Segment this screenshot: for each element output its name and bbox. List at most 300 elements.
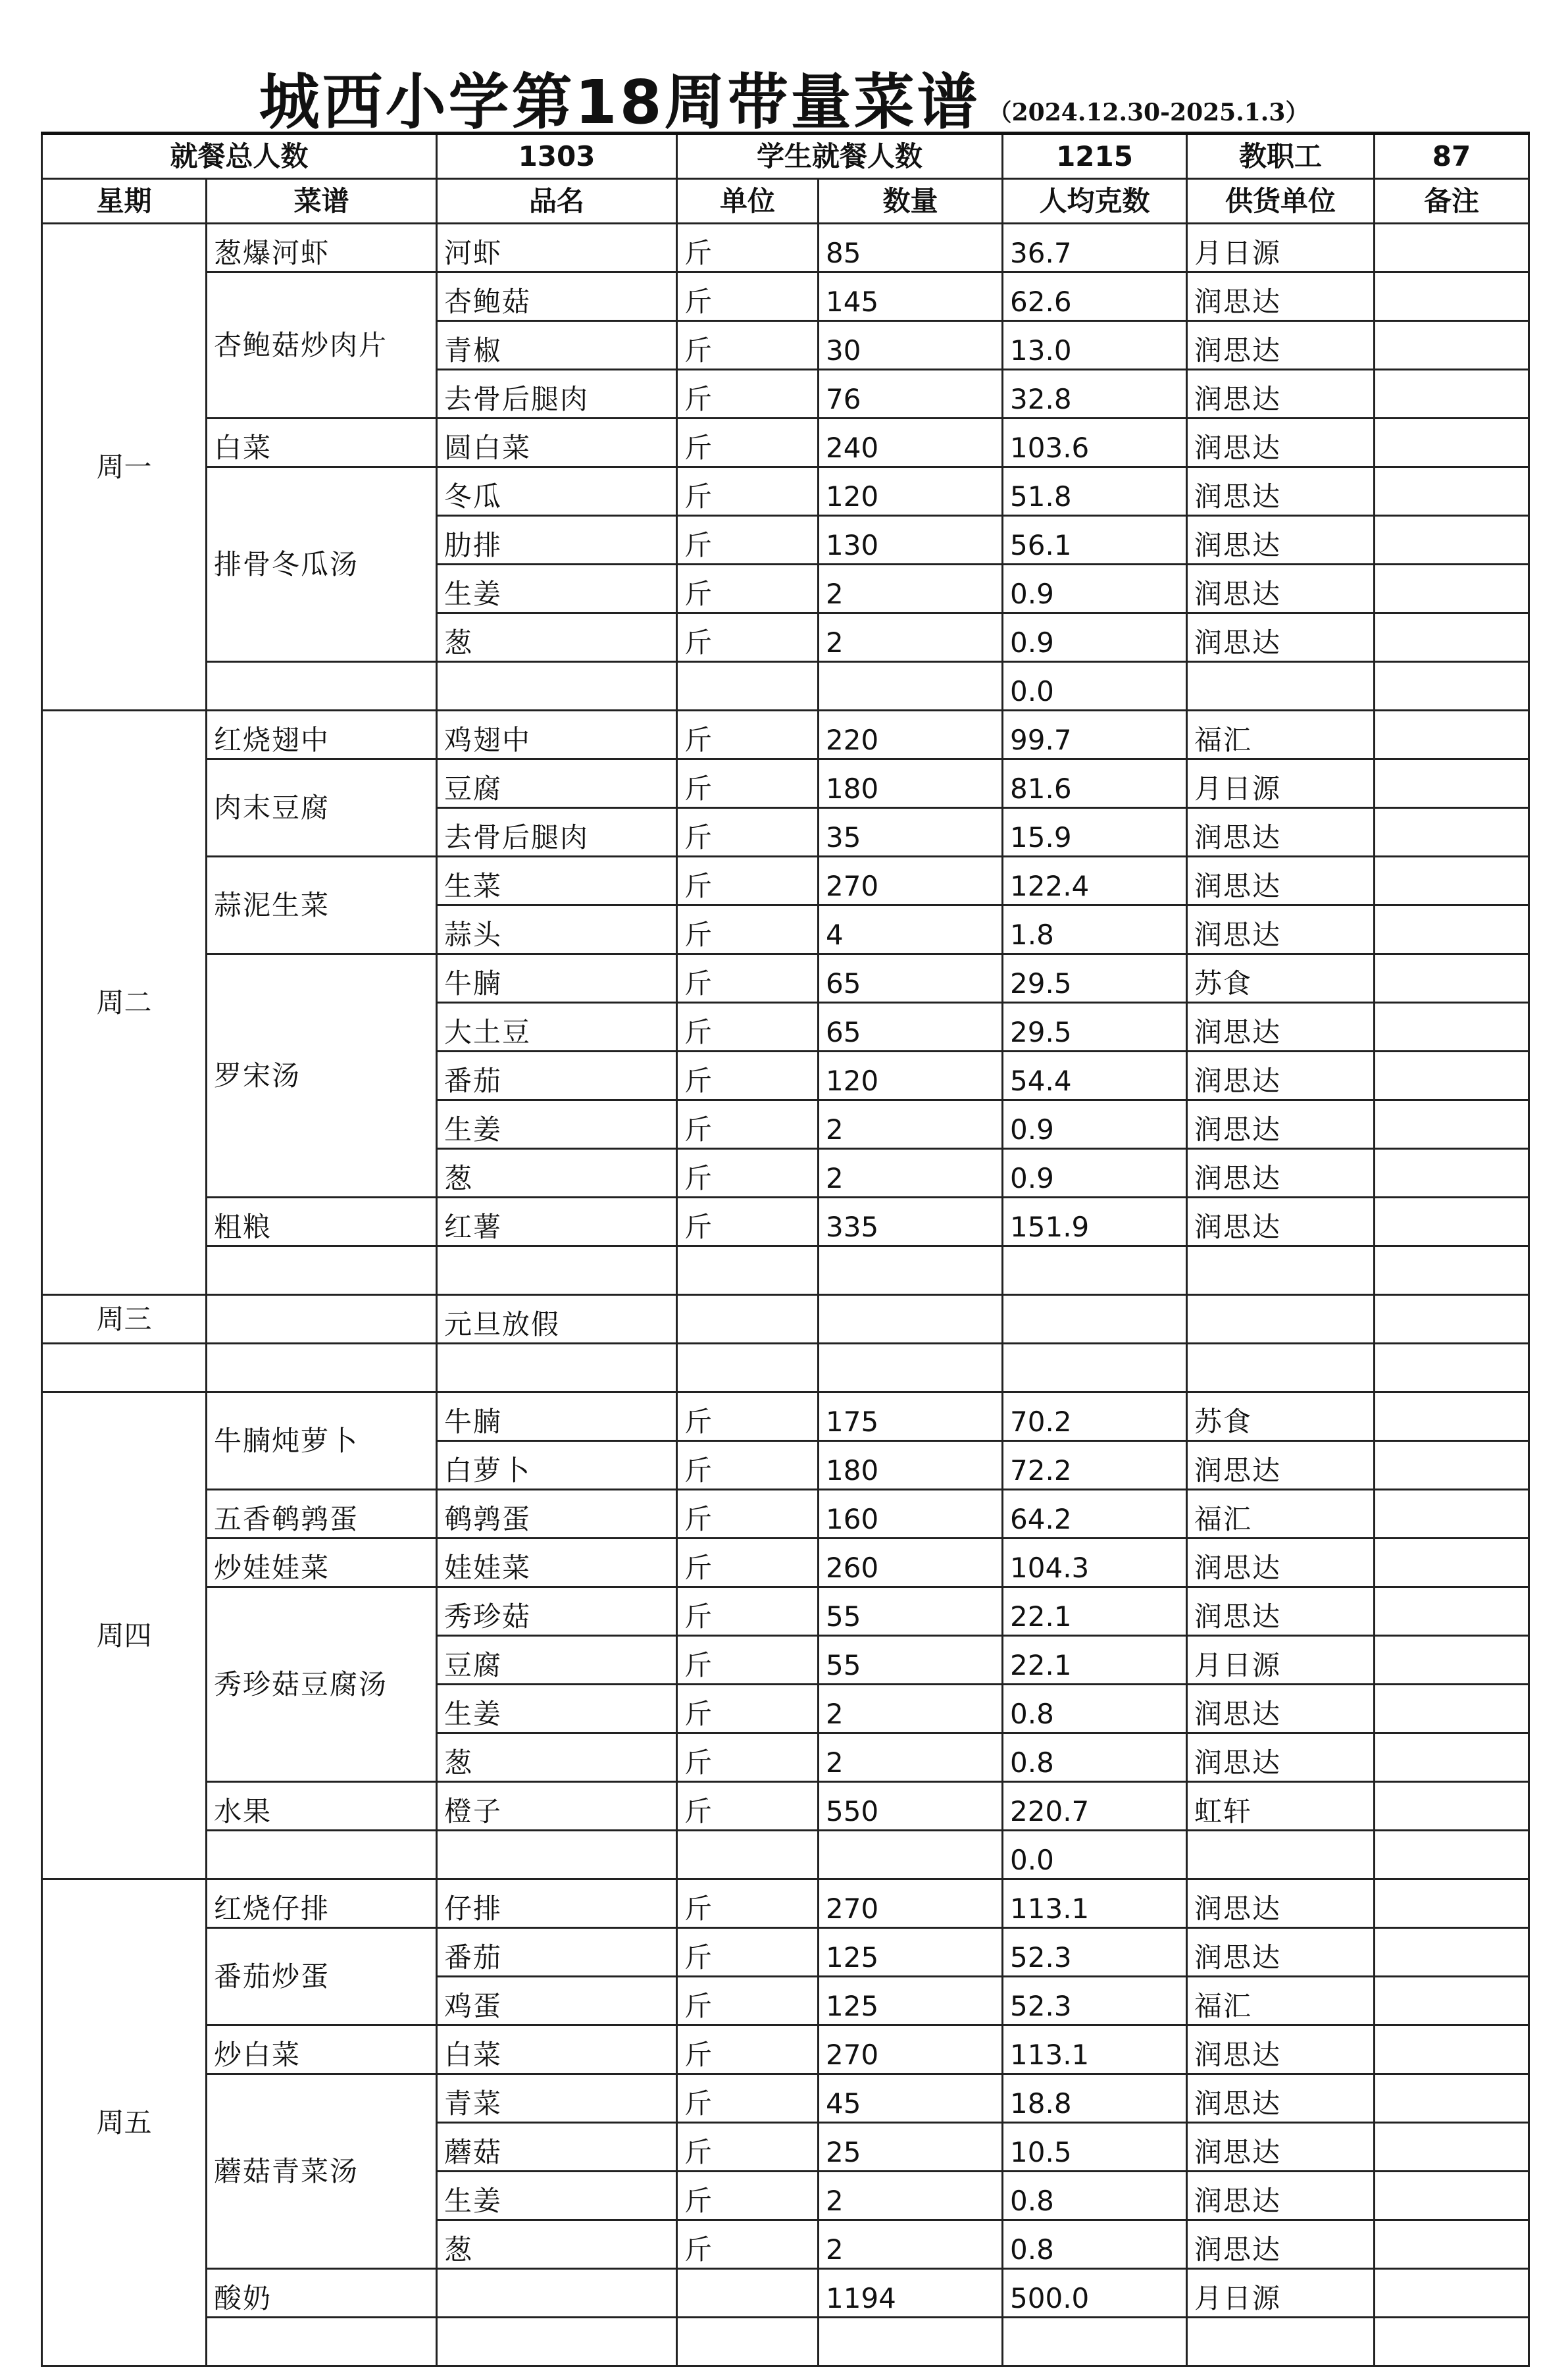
- note-cell: [1375, 1636, 1529, 1685]
- supplier-cell: 福汇: [1187, 711, 1375, 759]
- qty-cell: 260: [819, 1539, 1003, 1587]
- unit-cell: [677, 2269, 819, 2318]
- unit-cell: [677, 1344, 819, 1392]
- unit-cell: 斤: [677, 1198, 819, 1246]
- note-cell: [1375, 2220, 1529, 2269]
- menu-table: [41, 132, 1530, 2367]
- unit-cell: [677, 1295, 819, 1344]
- table-row: [42, 224, 1529, 272]
- table-row: [42, 1246, 1529, 1295]
- per-cell: 54.4: [1003, 1052, 1187, 1100]
- note-cell: [1375, 1587, 1529, 1636]
- qty-cell: 65: [819, 954, 1003, 1003]
- table-row: [42, 2074, 1529, 2123]
- qty-cell: 120: [819, 1052, 1003, 1100]
- supplier-cell: [1187, 1344, 1375, 1392]
- per-cell: 99.7: [1003, 711, 1187, 759]
- day-cell: 周二: [42, 711, 207, 1295]
- qty-cell: 125: [819, 1977, 1003, 2025]
- unit-cell: 斤: [677, 1052, 819, 1100]
- day-cell: 周一: [42, 224, 207, 711]
- unit-cell: 斤: [677, 321, 819, 370]
- unit-cell: 斤: [677, 1636, 819, 1685]
- note-cell: [1375, 1977, 1529, 2025]
- title-row: [0, 47, 1568, 138]
- supplier-cell: 润思达: [1187, 1198, 1375, 1246]
- supplier-cell: 润思达: [1187, 2172, 1375, 2220]
- item-cell: [437, 1246, 677, 1295]
- dish-cell: 白菜: [207, 419, 437, 467]
- header-row: [42, 179, 1529, 224]
- note-cell: [1375, 467, 1529, 516]
- unit-cell: 斤: [677, 1392, 819, 1441]
- item-cell: 肋排: [437, 516, 677, 565]
- item-cell: 牛腩: [437, 954, 677, 1003]
- supplier-cell: 润思达: [1187, 1685, 1375, 1733]
- per-cell: 22.1: [1003, 1636, 1187, 1685]
- unit-cell: 斤: [677, 808, 819, 857]
- supplier-cell: 润思达: [1187, 1733, 1375, 1782]
- item-cell: 葱: [437, 1733, 677, 1782]
- qty-cell: 65: [819, 1003, 1003, 1052]
- unit-cell: 斤: [677, 1879, 819, 1928]
- note-cell: [1375, 1052, 1529, 1100]
- per-cell: 15.9: [1003, 808, 1187, 857]
- item-cell: 蘑菇: [437, 2123, 677, 2172]
- supplier-cell: [1187, 1246, 1375, 1295]
- note-cell: [1375, 370, 1529, 419]
- item-cell: 青椒: [437, 321, 677, 370]
- header-supplier: 供货单位: [1187, 179, 1375, 224]
- students-label: 学生就餐人数: [677, 134, 1003, 179]
- unit-cell: 斤: [677, 2220, 819, 2269]
- item-cell: 豆腐: [437, 759, 677, 808]
- qty-cell: 2: [819, 565, 1003, 613]
- supplier-cell: [1187, 2318, 1375, 2366]
- qty-cell: 2: [819, 1149, 1003, 1198]
- supplier-cell: 月日源: [1187, 2269, 1375, 2318]
- per-cell: 500.0: [1003, 2269, 1187, 2318]
- supplier-cell: 苏食: [1187, 1392, 1375, 1441]
- dish-cell: [207, 1295, 437, 1344]
- unit-cell: 斤: [677, 1782, 819, 1831]
- supplier-cell: 润思达: [1187, 2074, 1375, 2123]
- qty-cell: 270: [819, 1879, 1003, 1928]
- supplier-cell: 润思达: [1187, 370, 1375, 419]
- table-row: [42, 2269, 1529, 2318]
- supplier-cell: 福汇: [1187, 1977, 1375, 2025]
- dish-cell: 番茄炒蛋: [207, 1928, 437, 2025]
- per-cell: 62.6: [1003, 272, 1187, 321]
- unit-cell: 斤: [677, 711, 819, 759]
- item-cell: 大土豆: [437, 1003, 677, 1052]
- unit-cell: 斤: [677, 613, 819, 662]
- unit-cell: 斤: [677, 1149, 819, 1198]
- dish-cell: 炒娃娃菜: [207, 1539, 437, 1587]
- table-row: [42, 954, 1529, 1003]
- qty-cell: [819, 2318, 1003, 2366]
- table-row: [42, 759, 1529, 808]
- total-label: 就餐总人数: [42, 134, 437, 179]
- qty-cell: 30: [819, 321, 1003, 370]
- table-row: [42, 1295, 1529, 1344]
- item-cell: 牛腩: [437, 1392, 677, 1441]
- item-cell: 生菜: [437, 857, 677, 905]
- unit-cell: 斤: [677, 954, 819, 1003]
- dish-cell: 粗粮: [207, 1198, 437, 1246]
- dish-cell: [207, 1831, 437, 1879]
- per-cell: 72.2: [1003, 1441, 1187, 1490]
- per-cell: 64.2: [1003, 1490, 1187, 1539]
- supplier-cell: 润思达: [1187, 1441, 1375, 1490]
- unit-cell: 斤: [677, 2123, 819, 2172]
- item-cell: 生姜: [437, 1685, 677, 1733]
- qty-cell: 270: [819, 2025, 1003, 2074]
- per-cell: 0.8: [1003, 1733, 1187, 1782]
- supplier-cell: [1187, 1831, 1375, 1879]
- per-cell: 29.5: [1003, 1003, 1187, 1052]
- dish-cell: 五香鹌鹑蛋: [207, 1490, 437, 1539]
- qty-cell: 2: [819, 1733, 1003, 1782]
- qty-cell: 120: [819, 467, 1003, 516]
- table-row: [42, 662, 1529, 711]
- item-cell: [437, 662, 677, 711]
- note-cell: [1375, 2123, 1529, 2172]
- note-cell: [1375, 2172, 1529, 2220]
- per-cell: 70.2: [1003, 1392, 1187, 1441]
- dish-cell: [207, 1246, 437, 1295]
- note-cell: [1375, 857, 1529, 905]
- qty-cell: 550: [819, 1782, 1003, 1831]
- note-cell: [1375, 1392, 1529, 1441]
- dish-cell: 罗宋汤: [207, 954, 437, 1198]
- qty-cell: 145: [819, 272, 1003, 321]
- supplier-cell: 月日源: [1187, 224, 1375, 272]
- qty-cell: [819, 1246, 1003, 1295]
- item-cell: 番茄: [437, 1928, 677, 1977]
- table-row: [42, 1344, 1529, 1392]
- note-cell: [1375, 808, 1529, 857]
- unit-cell: 斤: [677, 2025, 819, 2074]
- dish-cell: [207, 1344, 437, 1392]
- item-cell: 去骨后腿肉: [437, 370, 677, 419]
- item-cell: 鸡蛋: [437, 1977, 677, 2025]
- supplier-cell: 润思达: [1187, 1587, 1375, 1636]
- qty-cell: 180: [819, 1441, 1003, 1490]
- date-range: （2024.12.30-2025.1.3）: [988, 99, 1309, 126]
- dish-cell: 水果: [207, 1782, 437, 1831]
- unit-cell: 斤: [677, 759, 819, 808]
- table-row: [42, 857, 1529, 905]
- unit-cell: 斤: [677, 370, 819, 419]
- item-cell: 葱: [437, 613, 677, 662]
- item-cell: 蒜头: [437, 905, 677, 954]
- supplier-cell: 月日源: [1187, 759, 1375, 808]
- unit-cell: 斤: [677, 1587, 819, 1636]
- dish-cell: 蘑菇青菜汤: [207, 2074, 437, 2269]
- qty-cell: 55: [819, 1587, 1003, 1636]
- table-row: [42, 2025, 1529, 2074]
- day-cell: 周三: [42, 1295, 207, 1344]
- per-cell: 0.8: [1003, 2172, 1187, 2220]
- supplier-cell: 润思达: [1187, 808, 1375, 857]
- per-cell: 36.7: [1003, 224, 1187, 272]
- unit-cell: 斤: [677, 1441, 819, 1490]
- note-cell: [1375, 1685, 1529, 1733]
- qty-cell: 160: [819, 1490, 1003, 1539]
- table-row: [42, 272, 1529, 321]
- unit-cell: 斤: [677, 1100, 819, 1149]
- note-cell: [1375, 1246, 1529, 1295]
- qty-cell: 35: [819, 808, 1003, 857]
- qty-cell: [819, 1295, 1003, 1344]
- unit-cell: 斤: [677, 857, 819, 905]
- qty-cell: 2: [819, 1685, 1003, 1733]
- header-unit: 单位: [677, 179, 819, 224]
- header-per: 人均克数: [1003, 179, 1187, 224]
- summary-row: [42, 134, 1529, 179]
- supplier-cell: 福汇: [1187, 1490, 1375, 1539]
- dish-cell: 肉末豆腐: [207, 759, 437, 857]
- qty-cell: 2: [819, 2220, 1003, 2269]
- table-row: [42, 1490, 1529, 1539]
- per-cell: 0.8: [1003, 2220, 1187, 2269]
- note-cell: [1375, 565, 1529, 613]
- header-qty: 数量: [819, 179, 1003, 224]
- qty-cell: [819, 1831, 1003, 1879]
- note-cell: [1375, 516, 1529, 565]
- qty-cell: 2: [819, 613, 1003, 662]
- item-cell: 秀珍菇: [437, 1587, 677, 1636]
- qty-cell: 180: [819, 759, 1003, 808]
- unit-cell: 斤: [677, 419, 819, 467]
- page-title: 城西小学第18周带量菜谱: [259, 67, 980, 138]
- per-cell: 10.5: [1003, 2123, 1187, 2172]
- dish-cell: 葱爆河虾: [207, 224, 437, 272]
- header-day: 星期: [42, 179, 207, 224]
- note-cell: [1375, 1003, 1529, 1052]
- supplier-cell: 润思达: [1187, 516, 1375, 565]
- supplier-cell: 润思达: [1187, 1003, 1375, 1052]
- table-row: [42, 1879, 1529, 1928]
- dish-cell: 牛腩炖萝卜: [207, 1392, 437, 1490]
- day-cell: 周四: [42, 1392, 207, 1879]
- unit-cell: 斤: [677, 2074, 819, 2123]
- students-value: 1215: [1003, 134, 1187, 179]
- dish-cell: [207, 2318, 437, 2366]
- qty-cell: 175: [819, 1392, 1003, 1441]
- per-cell: 52.3: [1003, 1977, 1187, 2025]
- note-cell: [1375, 759, 1529, 808]
- table-row: [42, 1198, 1529, 1246]
- per-cell: 1.8: [1003, 905, 1187, 954]
- item-cell: 河虾: [437, 224, 677, 272]
- per-cell: 81.6: [1003, 759, 1187, 808]
- dish-cell: [207, 662, 437, 711]
- table-row: [42, 1539, 1529, 1587]
- item-cell: [437, 2318, 677, 2366]
- unit-cell: 斤: [677, 1685, 819, 1733]
- per-cell: 13.0: [1003, 321, 1187, 370]
- day-cell: 周五: [42, 1879, 207, 2366]
- unit-cell: 斤: [677, 467, 819, 516]
- dish-cell: 酸奶: [207, 2269, 437, 2318]
- unit-cell: 斤: [677, 224, 819, 272]
- supplier-cell: 苏食: [1187, 954, 1375, 1003]
- dish-cell: 炒白菜: [207, 2025, 437, 2074]
- per-cell: 113.1: [1003, 2025, 1187, 2074]
- per-cell: 103.6: [1003, 419, 1187, 467]
- dish-cell: 杏鲍菇炒肉片: [207, 272, 437, 419]
- qty-cell: 335: [819, 1198, 1003, 1246]
- table-row: [42, 1928, 1529, 1977]
- note-cell: [1375, 321, 1529, 370]
- supplier-cell: 润思达: [1187, 1879, 1375, 1928]
- item-cell: 冬瓜: [437, 467, 677, 516]
- note-cell: [1375, 2025, 1529, 2074]
- table-row: [42, 419, 1529, 467]
- supplier-cell: [1187, 662, 1375, 711]
- staff-value: 87: [1375, 134, 1529, 179]
- note-cell: [1375, 1879, 1529, 1928]
- day-cell: [42, 1344, 207, 1392]
- qty-cell: 220: [819, 711, 1003, 759]
- dish-cell: 排骨冬瓜汤: [207, 467, 437, 662]
- per-cell: 0.8: [1003, 1685, 1187, 1733]
- per-cell: 220.7: [1003, 1782, 1187, 1831]
- item-cell: 圆白菜: [437, 419, 677, 467]
- supplier-cell: 润思达: [1187, 419, 1375, 467]
- per-cell: 0.9: [1003, 565, 1187, 613]
- supplier-cell: 润思达: [1187, 2123, 1375, 2172]
- supplier-cell: 润思达: [1187, 272, 1375, 321]
- item-cell: 鹌鹑蛋: [437, 1490, 677, 1539]
- item-cell: 鸡翅中: [437, 711, 677, 759]
- note-cell: [1375, 1441, 1529, 1490]
- item-cell: 生姜: [437, 1100, 677, 1149]
- header-note: 备注: [1375, 179, 1529, 224]
- per-cell: 18.8: [1003, 2074, 1187, 2123]
- per-cell: 151.9: [1003, 1198, 1187, 1246]
- note-cell: [1375, 711, 1529, 759]
- note-cell: [1375, 272, 1529, 321]
- item-cell: 娃娃菜: [437, 1539, 677, 1587]
- note-cell: [1375, 1344, 1529, 1392]
- header-item: 品名: [437, 179, 677, 224]
- unit-cell: 斤: [677, 1928, 819, 1977]
- table-row: [42, 2318, 1529, 2366]
- qty-cell: 55: [819, 1636, 1003, 1685]
- item-cell: 白菜: [437, 2025, 677, 2074]
- unit-cell: [677, 1831, 819, 1879]
- qty-cell: 125: [819, 1928, 1003, 1977]
- note-cell: [1375, 1295, 1529, 1344]
- supplier-cell: 润思达: [1187, 321, 1375, 370]
- item-cell: 生姜: [437, 2172, 677, 2220]
- item-cell: [437, 1344, 677, 1392]
- per-cell: 0.0: [1003, 662, 1187, 711]
- item-cell: 葱: [437, 2220, 677, 2269]
- qty-cell: 2: [819, 1100, 1003, 1149]
- item-cell: 葱: [437, 1149, 677, 1198]
- qty-cell: 85: [819, 224, 1003, 272]
- note-cell: [1375, 1149, 1529, 1198]
- supplier-cell: 润思达: [1187, 857, 1375, 905]
- note-cell: [1375, 1490, 1529, 1539]
- note-cell: [1375, 662, 1529, 711]
- per-cell: 51.8: [1003, 467, 1187, 516]
- per-cell: 113.1: [1003, 1879, 1187, 1928]
- supplier-cell: 润思达: [1187, 905, 1375, 954]
- qty-cell: [819, 1344, 1003, 1392]
- supplier-cell: 润思达: [1187, 1539, 1375, 1587]
- qty-cell: 1194: [819, 2269, 1003, 2318]
- header-dish: 菜谱: [207, 179, 437, 224]
- supplier-cell: 润思达: [1187, 2220, 1375, 2269]
- unit-cell: 斤: [677, 516, 819, 565]
- per-cell: 52.3: [1003, 1928, 1187, 1977]
- per-cell: 22.1: [1003, 1587, 1187, 1636]
- table-row: [42, 1587, 1529, 1636]
- item-cell: 红薯: [437, 1198, 677, 1246]
- supplier-cell: 润思达: [1187, 1149, 1375, 1198]
- item-cell: 橙子: [437, 1782, 677, 1831]
- note-cell: [1375, 905, 1529, 954]
- unit-cell: 斤: [677, 1490, 819, 1539]
- unit-cell: 斤: [677, 272, 819, 321]
- item-cell: 杏鲍菇: [437, 272, 677, 321]
- unit-cell: 斤: [677, 1977, 819, 2025]
- unit-cell: 斤: [677, 1003, 819, 1052]
- item-cell: 去骨后腿肉: [437, 808, 677, 857]
- unit-cell: 斤: [677, 1539, 819, 1587]
- note-cell: [1375, 2269, 1529, 2318]
- supplier-cell: 月日源: [1187, 1636, 1375, 1685]
- table-row: [42, 1782, 1529, 1831]
- per-cell: 122.4: [1003, 857, 1187, 905]
- qty-cell: 2: [819, 2172, 1003, 2220]
- per-cell: [1003, 1344, 1187, 1392]
- supplier-cell: 虹轩: [1187, 1782, 1375, 1831]
- item-cell: 仔排: [437, 1879, 677, 1928]
- supplier-cell: 润思达: [1187, 1100, 1375, 1149]
- note-cell: [1375, 1198, 1529, 1246]
- item-cell: [437, 2269, 677, 2318]
- holiday-note: 元旦放假: [437, 1295, 677, 1344]
- note-cell: [1375, 613, 1529, 662]
- dish-cell: 红烧仔排: [207, 1879, 437, 1928]
- qty-cell: 4: [819, 905, 1003, 954]
- unit-cell: 斤: [677, 2172, 819, 2220]
- note-cell: [1375, 1928, 1529, 1977]
- note-cell: [1375, 2074, 1529, 2123]
- supplier-cell: 润思达: [1187, 1052, 1375, 1100]
- per-cell: [1003, 1295, 1187, 1344]
- item-cell: [437, 1831, 677, 1879]
- note-cell: [1375, 1782, 1529, 1831]
- unit-cell: [677, 662, 819, 711]
- item-cell: 豆腐: [437, 1636, 677, 1685]
- unit-cell: 斤: [677, 1733, 819, 1782]
- qty-cell: 76: [819, 370, 1003, 419]
- supplier-cell: 润思达: [1187, 467, 1375, 516]
- per-cell: 56.1: [1003, 516, 1187, 565]
- supplier-cell: 润思达: [1187, 1928, 1375, 1977]
- note-cell: [1375, 2318, 1529, 2366]
- dish-cell: 秀珍菇豆腐汤: [207, 1587, 437, 1782]
- qty-cell: 270: [819, 857, 1003, 905]
- qty-cell: 240: [819, 419, 1003, 467]
